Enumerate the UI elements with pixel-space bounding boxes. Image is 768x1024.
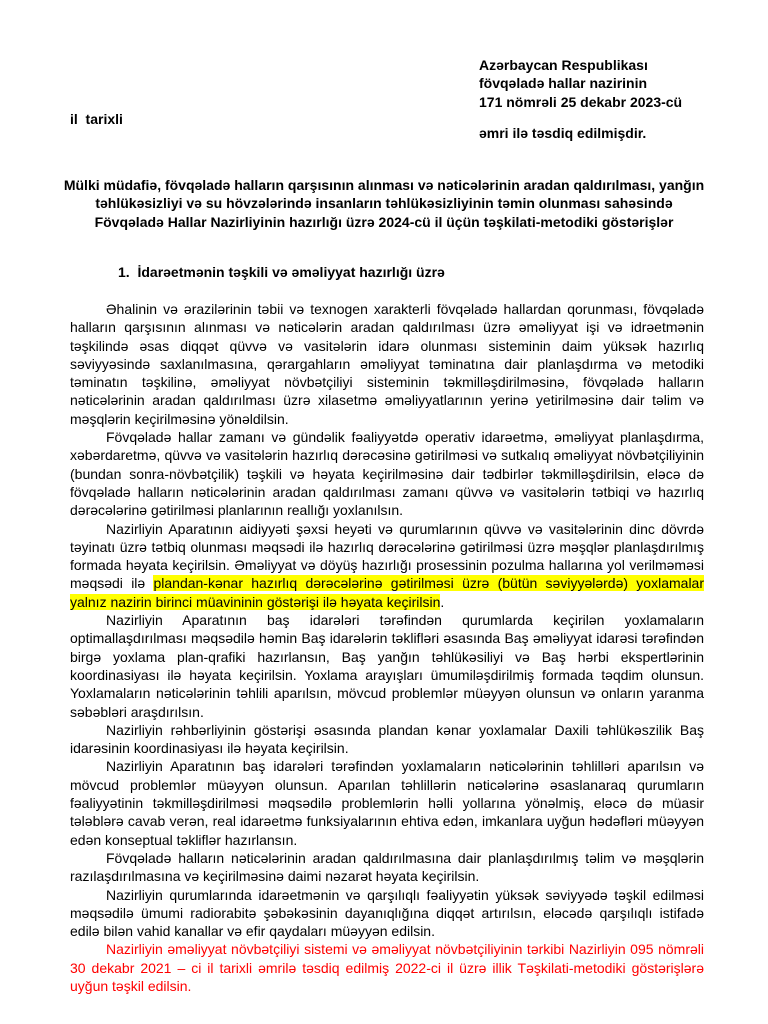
highlighted-text: plandan-kənar hazırlıq dərəcələrinə gətirilməsi üzrə (bütün səviyyələrdə) yoxlamalar yalnız nazirin birinci müavininin göstərişi ilə həyata keçirilsin — [70, 575, 704, 610]
body-text — [70, 300, 704, 995]
paragraph-3 — [70, 520, 704, 611]
paragraph-6: Nazirliyin Aparatının baş idarələri tərəfindən yoxlamaların nəticələrinin təhlilləri aparılsın və mövcud problemlər müəyyən olunsun. Aparılan təhlillərin nəticələrinə əsaslanaraq qurumların fəaliyyətinin təkmilləşdirilməsi məqsədilə problemlərin həlli yollarına yönəlmiş, eləcə də müasir tələblərə cavab verən, real idarəetmə funksiyalarının ehtiva edən, imkanlara uyğun hədəfləri müəyyən edən konseptual təkliflər hazırlansın. — [70, 758, 704, 848]
paragraph-9-red: Nazirliyin əməliyyat növbətçiliyi sistemi və əməliyyat növbətçiliyinin tərkibi Nazirliyin 095 nömrəli 30 dekabr 2021 – ci il tarixli əmrilə təsdiq edilmiş 2022-ci il üzrə illik Təşkilati-metodiki göstərişlərə uyğun təşkil edilsin. — [70, 941, 704, 994]
approval-line-4: əmri ilə təsdiq edilmişdir. — [479, 125, 647, 141]
section-title: İdarəetmənin təşkili və əməliyyat hazırlığı üzrə — [137, 264, 445, 280]
paragraph-3-end: . — [440, 593, 445, 610]
paragraph-3-text: Nazirliyin Aparatının aidiyyəti şəxsi heyəti və qurumlarının qüvvə və vasitələrinin dinc dövrdə təyinatı üzrə tətbiq olunması məqsədi ilə hazırlıq dərəcələrinə gətirilməsi üzrə məşqlər planlaşdırılmış formada həyata keçirilsin. Əməliyyat və döyüş hazırlığı prosessinin pozulma hallarına yol verilməməsi məqsədi ilə — [70, 520, 704, 592]
paragraph-4: Nazirliyin Aparatının baş idarələri tərəfindən qurumlarda keçirilən yoxlamaların optimallaşdırılması məqsədilə həmin Baş idarələrin təklifləri əsasında Baş əməliyyat idarəsi tərəfindən birgə yoxlama plan-qrafiki hazırlansın, Baş yanğın təhlükəsiliyi və Baş hərbi ekspertlərinin koordinasiyası ilə həyata keçirilsin. Yoxlama arayışları ümumiləşdirilmiş formada təqdim olunsun. Yoxlamaların nəticələrinin təhlili aparılsın, mövcud problemlər müəyyən olunsun və onların yaranma səbəbləri araşdırılsın. — [70, 612, 704, 720]
approval-date-suffix: il tarixli — [70, 111, 123, 127]
approval-block — [479, 56, 682, 111]
paragraph-1: Əhalinin və ərazilərinin təbii və texnogen xarakterli fövqəladə hallardan qorunması, fövqəladə halların qarşısının alınması və nəticələrin aradan qaldırılması üzrə əməliyyat işi və idrəetmənin təşkilində əsas diqqət qüvvə və vasitələrin idarə olunması sisteminin daim yüksək hazırlıq səviyyəsində saxlanılmasına, qərargahların əməliyyat təminatına dair planlaşdırma və metodiki təminatın təşkilinə, əməliyyat növbətçiliyi sisteminin təkmilləşdirilməsinə, fövqəladə halların nəticələrinin aradan qaldırılması üzrə xilasetmə əməliyyatlarının yerinə yetirilməsinə dair təlim və məşqlərin keçirilməsinə yönəldilsin. — [70, 301, 704, 427]
approval-line-2: fövqəladə hallar nazirinin — [479, 75, 648, 92]
section-heading — [118, 264, 445, 280]
document-title: Mülki müdafiə, fövqəladə halların qarşısının alınması və nəticələrinin aradan qaldırılması, yanğın təhlükəsizliyi və su hövzələrində insanların təhlükəsizliyinin təmin olunması sahəsində Fövqəladə Hallar Nazirliyinin hazırlığı üzrə 2024-cü il üçün təşkilati-metodiki göstərişlər — [63, 177, 705, 230]
approval-line-1: Azərbaycan Respublikası — [479, 57, 648, 73]
paragraph-5: Nazirliyin rəhbərliyinin göstərişi əsasında plandan kənar yoxlamalar Daxili təhlükəszilik Baş idarəsinin koordinasiyası ilə həyata keçirilsin. — [70, 721, 704, 757]
paragraph-7: Fövqəladə halların nəticələrinin aradan qaldırılmasına dair planlaşdırılmış təlim və məşqlərin razılaşdırılmasına və keçirilməsinə daimi nəzarət həyata keçirilsin. — [70, 849, 704, 885]
approval-line-3: 171 nömrəli 25 dekabr 2023-cü — [479, 93, 683, 110]
paragraph-8: Nazirliyin qurumlarında idarəetmənin və qarşılıqlı fəaliyyətin yüksək səviyyədə təşkil edilməsi məqsədilə ümumi radiorabitə şəbəkəsinin dayanıqlığına diqqət artırılsın, eləcədə qarşılıqlı istifadə edilə bilən vahid kanallar və efir qaydaları müəyyən edilsin. — [70, 886, 704, 940]
section-number: 1. — [118, 264, 130, 280]
paragraph-2: Fövqəladə hallar zamanı və gündəlik fəaliyyətdə operativ idarəetmə, əməliyyat planlaşdırma, xəbərdaretmə, qüvvə və vasitələrin hazırlıq dərəcəsinə gətirilməsi və sutkalıq əməliyyat növbətçiliyinin (bundan sonra-növbətçilik) təşkili və həyata keçirilməsinə dair tədbirlər təkmilləşdirilsin, eləcə də fövqəladə halların nəticələrinin aradan qaldırılması zamanı qüvvə və vasitələrin tətbiqi və hazırlıq dərəcələrinə gətirilməsi planlarının reallığı yoxlanılsın. — [70, 429, 704, 519]
